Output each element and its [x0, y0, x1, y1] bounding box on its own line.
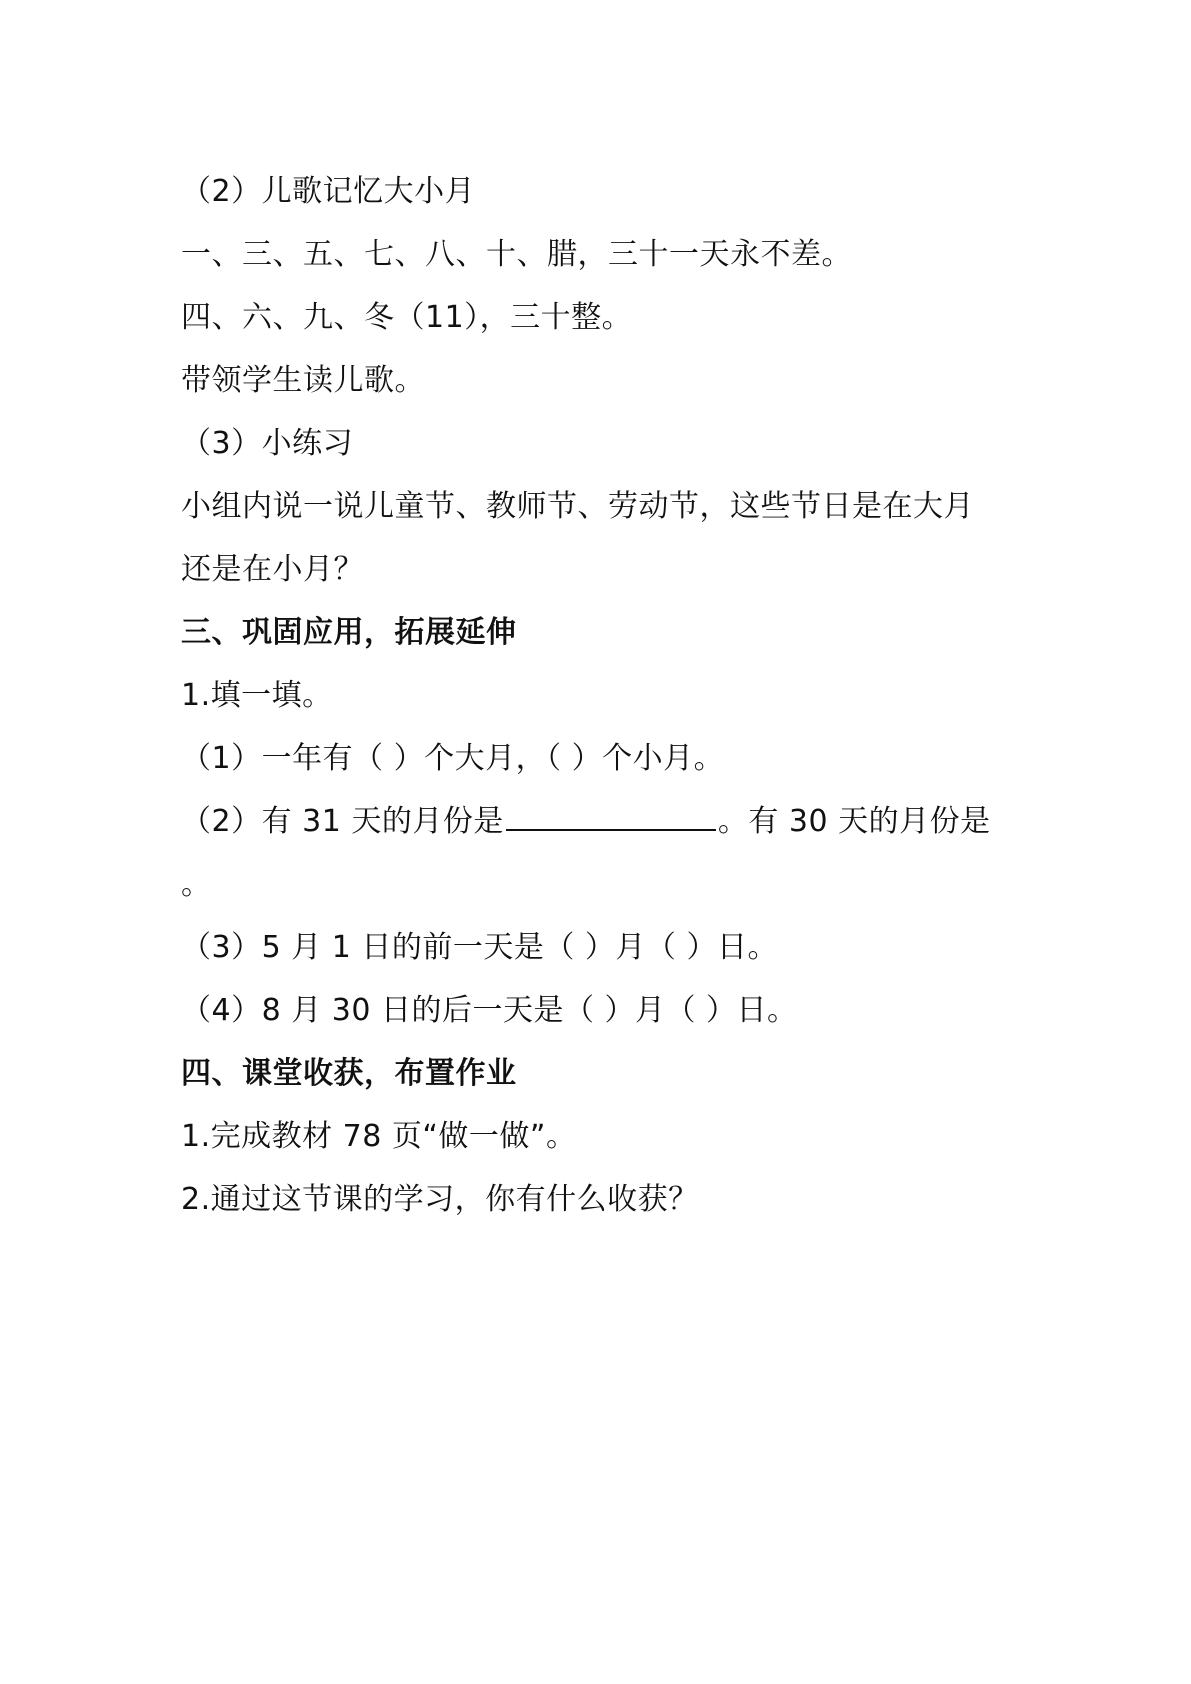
- document-body: [181, 160, 1021, 1231]
- paragraph-group-discussion-cont: 还是在小月？: [181, 552, 364, 587]
- exercise-item-3: （3）5 月 1 日的前一天是（ ）月（ ）日。: [181, 930, 778, 965]
- exercise-item-2-part-a: （2）有 31 天的月份是: [181, 804, 504, 839]
- exercise-item-4: （4）8 月 30 日的后一天是（ ）月（ ）日。: [181, 993, 798, 1028]
- rhyme-line-1: 一、三、五、七、八、十、腊，三十一天永不差。: [181, 237, 852, 272]
- section-heading-4: 四、课堂收获，布置作业: [181, 1056, 517, 1091]
- exercise-fill-in: 1.填一填。: [181, 678, 333, 713]
- exercise-item-1: （1）一年有（ ）个大月，（ ）个小月。: [181, 741, 725, 776]
- paragraph-read-rhyme: 带领学生读儿歌。: [181, 363, 425, 398]
- exercise-item-2-cont: 。: [181, 867, 212, 902]
- answer-blank: [506, 801, 716, 831]
- exercise-item-2: [181, 790, 1021, 853]
- homework-item-2: 2.通过这节课的学习，你有什么收获？: [181, 1182, 699, 1217]
- homework-item-1: 1.完成教材 78 页“做一做”。: [181, 1119, 577, 1154]
- rhyme-line-2: 四、六、九、冬（11），三十整。: [181, 300, 633, 335]
- subheading-practice: （3）小练习: [181, 426, 354, 461]
- exercise-item-2-part-b: 。有 30 天的月份是: [717, 804, 991, 839]
- paragraph-group-discussion: 小组内说一说儿童节、教师节、劳动节，这些节日是在大月: [181, 489, 974, 524]
- subheading-rhyme: （2）儿歌记忆大小月: [181, 174, 476, 209]
- section-heading-3: 三、巩固应用，拓展延伸: [181, 615, 517, 650]
